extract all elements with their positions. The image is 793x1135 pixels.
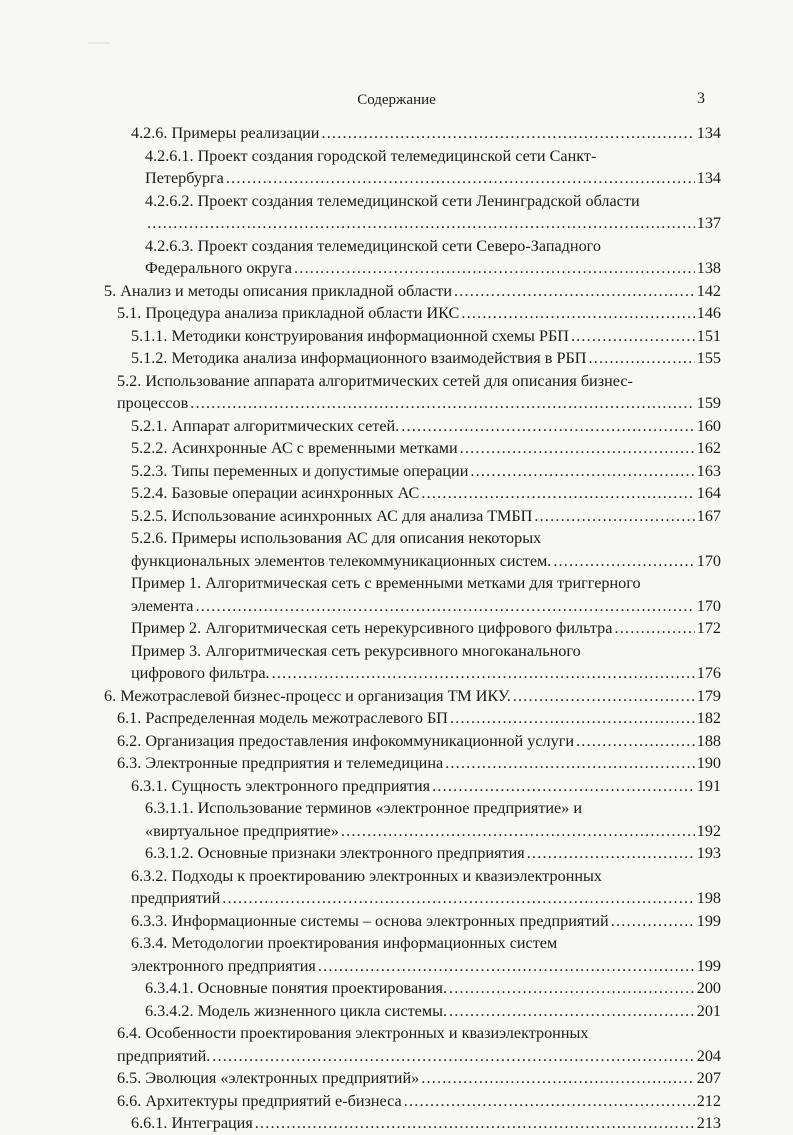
toc-page-number: 162 xyxy=(696,439,721,457)
toc-entry[interactable] xyxy=(117,302,793,325)
toc-page-number: 190 xyxy=(696,754,721,772)
toc-entry-text: Пример 1. Алгоритмическая сеть с временными метками для триггерного xyxy=(131,574,641,592)
toc-entry-text: 6.5. Эволюция «электронных предприятий» xyxy=(117,1069,420,1087)
toc-page-number: 201 xyxy=(696,1001,721,1020)
toc-entry[interactable] xyxy=(131,572,793,617)
toc-entry-leader-line xyxy=(117,392,721,415)
dot-leader xyxy=(611,910,695,933)
toc-entry-text: 6.3.4. Методологии проектирования информационных систем xyxy=(131,934,558,952)
toc-entry-leader-line xyxy=(117,707,721,730)
toc-page-number: 212 xyxy=(696,1091,721,1110)
dot-leader xyxy=(421,482,694,505)
toc-entry-leader-line xyxy=(117,752,721,775)
toc-entry-leader-line xyxy=(131,887,721,910)
dot-leader xyxy=(576,730,695,753)
toc-entry[interactable] xyxy=(131,617,793,640)
toc-entry[interactable] xyxy=(104,280,793,303)
toc-entry[interactable] xyxy=(117,730,793,753)
dot-leader xyxy=(195,595,694,618)
toc-page-number: 207 xyxy=(696,1069,721,1087)
dot-leader xyxy=(527,842,695,865)
toc-entry-leader-line xyxy=(104,280,721,303)
dot-leader xyxy=(421,1067,695,1090)
toc-entry[interactable] xyxy=(145,977,793,1000)
toc-page-number: 182 xyxy=(696,709,721,727)
page-title: Содержание xyxy=(357,92,436,108)
toc-page-number: 213 xyxy=(696,1114,721,1132)
toc-entry-leader-line xyxy=(131,505,721,528)
toc-entry-text: 6.3.1. Сущность электронного предприятия xyxy=(131,776,431,795)
toc-entry-text: Пример 2. Алгоритмическая сеть нерекурсивного цифрового фильтра xyxy=(131,619,613,637)
toc-entry-text: 4.2.6.3. Проект создания телемедицинской сети Северо-Западного xyxy=(145,236,602,255)
toc-entry-leader-line xyxy=(145,167,721,190)
toc-entry-text: предприятий xyxy=(131,889,221,907)
toc-entry-text: «виртуальное предприятие» xyxy=(145,821,339,840)
toc-page-number: 146 xyxy=(696,304,721,322)
toc-entry-text: 6.2. Организация предоставления инфокоммуникационной услуги xyxy=(117,731,575,750)
toc-entry-leader-line xyxy=(117,1090,721,1113)
dot-leader xyxy=(341,820,695,843)
toc-entry-leader-line xyxy=(145,212,721,235)
toc-entry-text: 5.2.6. Примеры использования АС для описания некоторых xyxy=(131,529,542,547)
dot-leader xyxy=(588,347,694,370)
toc-entry[interactable] xyxy=(145,797,793,842)
dot-leader xyxy=(445,752,695,775)
toc-entry-text: предприятий. xyxy=(117,1046,211,1065)
toc-page-number: 176 xyxy=(696,664,721,682)
toc-page-number: 134 xyxy=(696,124,721,142)
toc-page-number: 134 xyxy=(696,169,721,187)
toc-entry-text: элемента xyxy=(131,596,194,615)
toc-entry-text: 6. Межотраслевой бизнес-процесс и организация ТМ ИКУ. xyxy=(104,686,511,705)
dot-leader xyxy=(401,415,694,438)
toc-entry[interactable] xyxy=(131,640,793,685)
toc-entry-text: 6.6.1. Интеграция xyxy=(131,1114,253,1132)
toc-page-number: 138 xyxy=(696,259,721,277)
dot-leader xyxy=(318,955,695,978)
dot-leader xyxy=(470,460,694,483)
toc-page-number: 151 xyxy=(696,326,721,345)
toc-entry-leader-line xyxy=(131,347,721,370)
toc-entry[interactable] xyxy=(145,1000,793,1023)
toc-entry[interactable] xyxy=(117,752,793,775)
toc-entry[interactable] xyxy=(131,122,793,145)
toc-entry-text: 6.3.4.1. Основные понятия проектирования. xyxy=(145,979,447,997)
toc-entry-leader-line xyxy=(131,550,721,573)
dot-leader xyxy=(212,1045,694,1068)
toc-entry-text: 5. Анализ и методы описания прикладной области xyxy=(104,281,452,300)
dot-leader xyxy=(534,505,694,528)
toc-page-number: 137 xyxy=(696,214,721,232)
toc-entry[interactable] xyxy=(131,325,793,348)
toc-entry-text: 6.3.2. Подходы к проектированию электронных и квазиэлектронных xyxy=(131,866,603,885)
toc-entry-leader-line xyxy=(131,437,721,460)
dot-leader xyxy=(513,685,695,708)
toc-page-number: 159 xyxy=(696,394,721,412)
toc-entry-text: 6.1. Распределенная модель межотраслевого БП xyxy=(117,709,448,727)
page-number: 3 xyxy=(697,90,705,107)
toc-entry-leader-line xyxy=(131,662,721,685)
toc-entry-leader-line xyxy=(117,730,721,753)
dot-leader xyxy=(614,617,694,640)
toc-entry[interactable] xyxy=(131,910,793,933)
toc-entry[interactable] xyxy=(131,482,793,505)
toc-entry[interactable] xyxy=(117,1022,793,1067)
toc-entry-text: 6.3.1.1. Использование терминов «электронное предприятие» и xyxy=(145,799,583,817)
toc-entry-text: электронного предприятия xyxy=(131,956,316,975)
toc-entry-leader-line xyxy=(145,257,721,280)
toc-entry[interactable] xyxy=(117,1090,793,1113)
dot-leader xyxy=(553,550,694,573)
dot-leader xyxy=(222,887,694,910)
dot-leader xyxy=(190,392,695,415)
toc-entry-text: 5.1.1. Методики конструирования информационной схемы РБП xyxy=(131,326,569,345)
toc-entry-leader-line xyxy=(131,1112,721,1135)
toc-page-number: 193 xyxy=(696,844,721,862)
toc-entry[interactable] xyxy=(117,707,793,730)
toc-entry[interactable] xyxy=(117,1067,793,1090)
toc-entry-text: 5.1. Процедура анализа прикладной области ИКС xyxy=(117,304,460,322)
toc-entry[interactable] xyxy=(131,775,793,798)
toc-entry-text: 6.3.3. Информационные системы – основа электронных предприятий xyxy=(131,911,609,930)
toc-entry-text: 6.3.1.2. Основные признаки электронного предприятия xyxy=(145,844,525,862)
toc-entry-text: 4.2.6.1. Проект создания городской телемедицинской сети Санкт- xyxy=(145,146,597,165)
toc-entry-text: процессов xyxy=(117,394,189,412)
dot-leader xyxy=(460,437,695,460)
toc-page-number: 198 xyxy=(696,889,721,907)
page-header xyxy=(0,90,793,112)
toc-entry[interactable] xyxy=(131,505,793,528)
toc-entry-leader-line xyxy=(117,1067,721,1090)
dot-leader xyxy=(461,302,694,325)
dot-leader xyxy=(449,977,695,1000)
toc-page-number: 170 xyxy=(696,551,721,570)
toc-entry[interactable] xyxy=(104,685,793,708)
toc-entry[interactable] xyxy=(131,415,793,438)
toc-entry-leader-line xyxy=(131,460,721,483)
dot-leader xyxy=(272,662,695,685)
toc-entry-text: 5.2.3. Типы переменных и допустимые операции xyxy=(131,461,469,480)
toc-entry-text: цифрового фильтра. xyxy=(131,664,270,682)
toc-entry[interactable] xyxy=(145,190,793,235)
toc-page-number: 188 xyxy=(696,731,721,750)
toc-entry-leader-line xyxy=(131,122,721,145)
dot-leader xyxy=(226,167,695,190)
dot-leader xyxy=(449,1000,695,1023)
toc-entry[interactable] xyxy=(145,235,793,280)
toc-entry-leader-line xyxy=(131,617,721,640)
toc-entry[interactable] xyxy=(131,437,793,460)
toc-page-number: 163 xyxy=(696,461,721,480)
toc-entry-leader-line xyxy=(131,595,721,618)
toc-page-number: 192 xyxy=(696,821,721,840)
toc-page-number: 164 xyxy=(696,484,721,502)
toc-page-number: 179 xyxy=(696,686,721,705)
dot-leader xyxy=(147,212,695,235)
toc-entry-text: 5.2. Использование аппарата алгоритмических сетей для описания бизнес- xyxy=(117,371,633,390)
toc-entry-leader-line xyxy=(131,955,721,978)
toc-entry-text: 5.1.2. Методика анализа информационного взаимодействия в РБП xyxy=(131,349,587,367)
toc-entry-leader-line xyxy=(117,1045,721,1068)
toc-entry-text: 5.2.1. Аппарат алгоритмических сетей. xyxy=(131,416,400,435)
toc-entry-leader-line xyxy=(131,775,721,798)
toc-entry-leader-line xyxy=(131,415,721,438)
toc-entry-leader-line xyxy=(145,842,721,865)
dot-leader xyxy=(404,1090,695,1113)
toc-page-number: 200 xyxy=(696,979,721,997)
toc-page-number: 167 xyxy=(696,506,721,525)
toc-entry-leader-line xyxy=(145,820,721,843)
toc-entry[interactable] xyxy=(131,1112,793,1135)
toc-entry-text: функциональных элементов телекоммуникационных систем. xyxy=(131,551,552,570)
dot-leader xyxy=(432,775,695,798)
toc-entry-text: 6.6. Архитектуры предприятий е-бизнеса xyxy=(117,1091,402,1110)
toc-entry-leader-line xyxy=(104,685,721,708)
toc-page-number: 199 xyxy=(696,911,721,930)
scan-artifact xyxy=(88,42,110,44)
toc-entry-text: 4.2.6.2. Проект создания телемедицинской сети Ленинградской области xyxy=(145,191,640,210)
toc-entry-text: Федерального округа xyxy=(145,259,292,277)
toc-entry[interactable] xyxy=(131,347,793,370)
toc-entry-text: Петербурга xyxy=(145,169,224,187)
toc-entry[interactable] xyxy=(145,145,793,190)
toc-page-number: 191 xyxy=(696,776,721,795)
toc-entry[interactable] xyxy=(131,460,793,483)
toc-page-number: 160 xyxy=(696,416,721,435)
toc-entry-leader-line xyxy=(131,482,721,505)
toc-entry-text: 5.2.5. Использование асинхронных АС для анализа ТМБП xyxy=(131,506,533,525)
toc-entry-leader-line xyxy=(131,910,721,933)
toc-entry-text: 6.3. Электронные предприятия и телемедицина xyxy=(117,754,444,772)
toc-page-number: 172 xyxy=(696,619,721,637)
dot-leader xyxy=(454,280,695,303)
toc-entry-leader-line xyxy=(145,1000,721,1023)
table-of-contents xyxy=(0,122,793,1135)
toc-entry[interactable] xyxy=(117,370,793,415)
toc-entry-text: 5.2.4. Базовые операции асинхронных АС xyxy=(131,484,420,502)
toc-entry-text: 6.4. Особенности проектирования электронных и квазиэлектронных xyxy=(117,1024,589,1042)
toc-entry[interactable] xyxy=(131,527,793,572)
toc-entry-text: 4.2.6. Примеры реализации xyxy=(131,124,320,142)
toc-entry-leader-line xyxy=(131,325,721,348)
toc-page-number: 204 xyxy=(696,1046,721,1065)
toc-entry-text: 6.3.4.2. Модель жизненного цикла системы. xyxy=(145,1001,447,1020)
toc-entry-leader-line xyxy=(117,302,721,325)
dot-leader xyxy=(450,707,695,730)
toc-entry[interactable] xyxy=(145,842,793,865)
toc-page-number: 199 xyxy=(696,956,721,975)
toc-entry[interactable] xyxy=(131,932,793,977)
toc-page-number: 142 xyxy=(696,281,721,300)
toc-entry-text: Пример 3. Алгоритмическая сеть рекурсивного многоканального xyxy=(131,641,581,660)
toc-entry[interactable] xyxy=(131,865,793,910)
dot-leader xyxy=(294,257,695,280)
toc-entry-text: 5.2.2. Асинхронные АС с временными метками xyxy=(131,439,458,457)
toc-page-number: 170 xyxy=(696,596,721,615)
toc-page-number: 155 xyxy=(696,349,721,367)
dot-leader xyxy=(255,1112,695,1135)
dot-leader xyxy=(321,122,694,145)
dot-leader xyxy=(571,325,695,348)
toc-entry-leader-line xyxy=(145,977,721,1000)
